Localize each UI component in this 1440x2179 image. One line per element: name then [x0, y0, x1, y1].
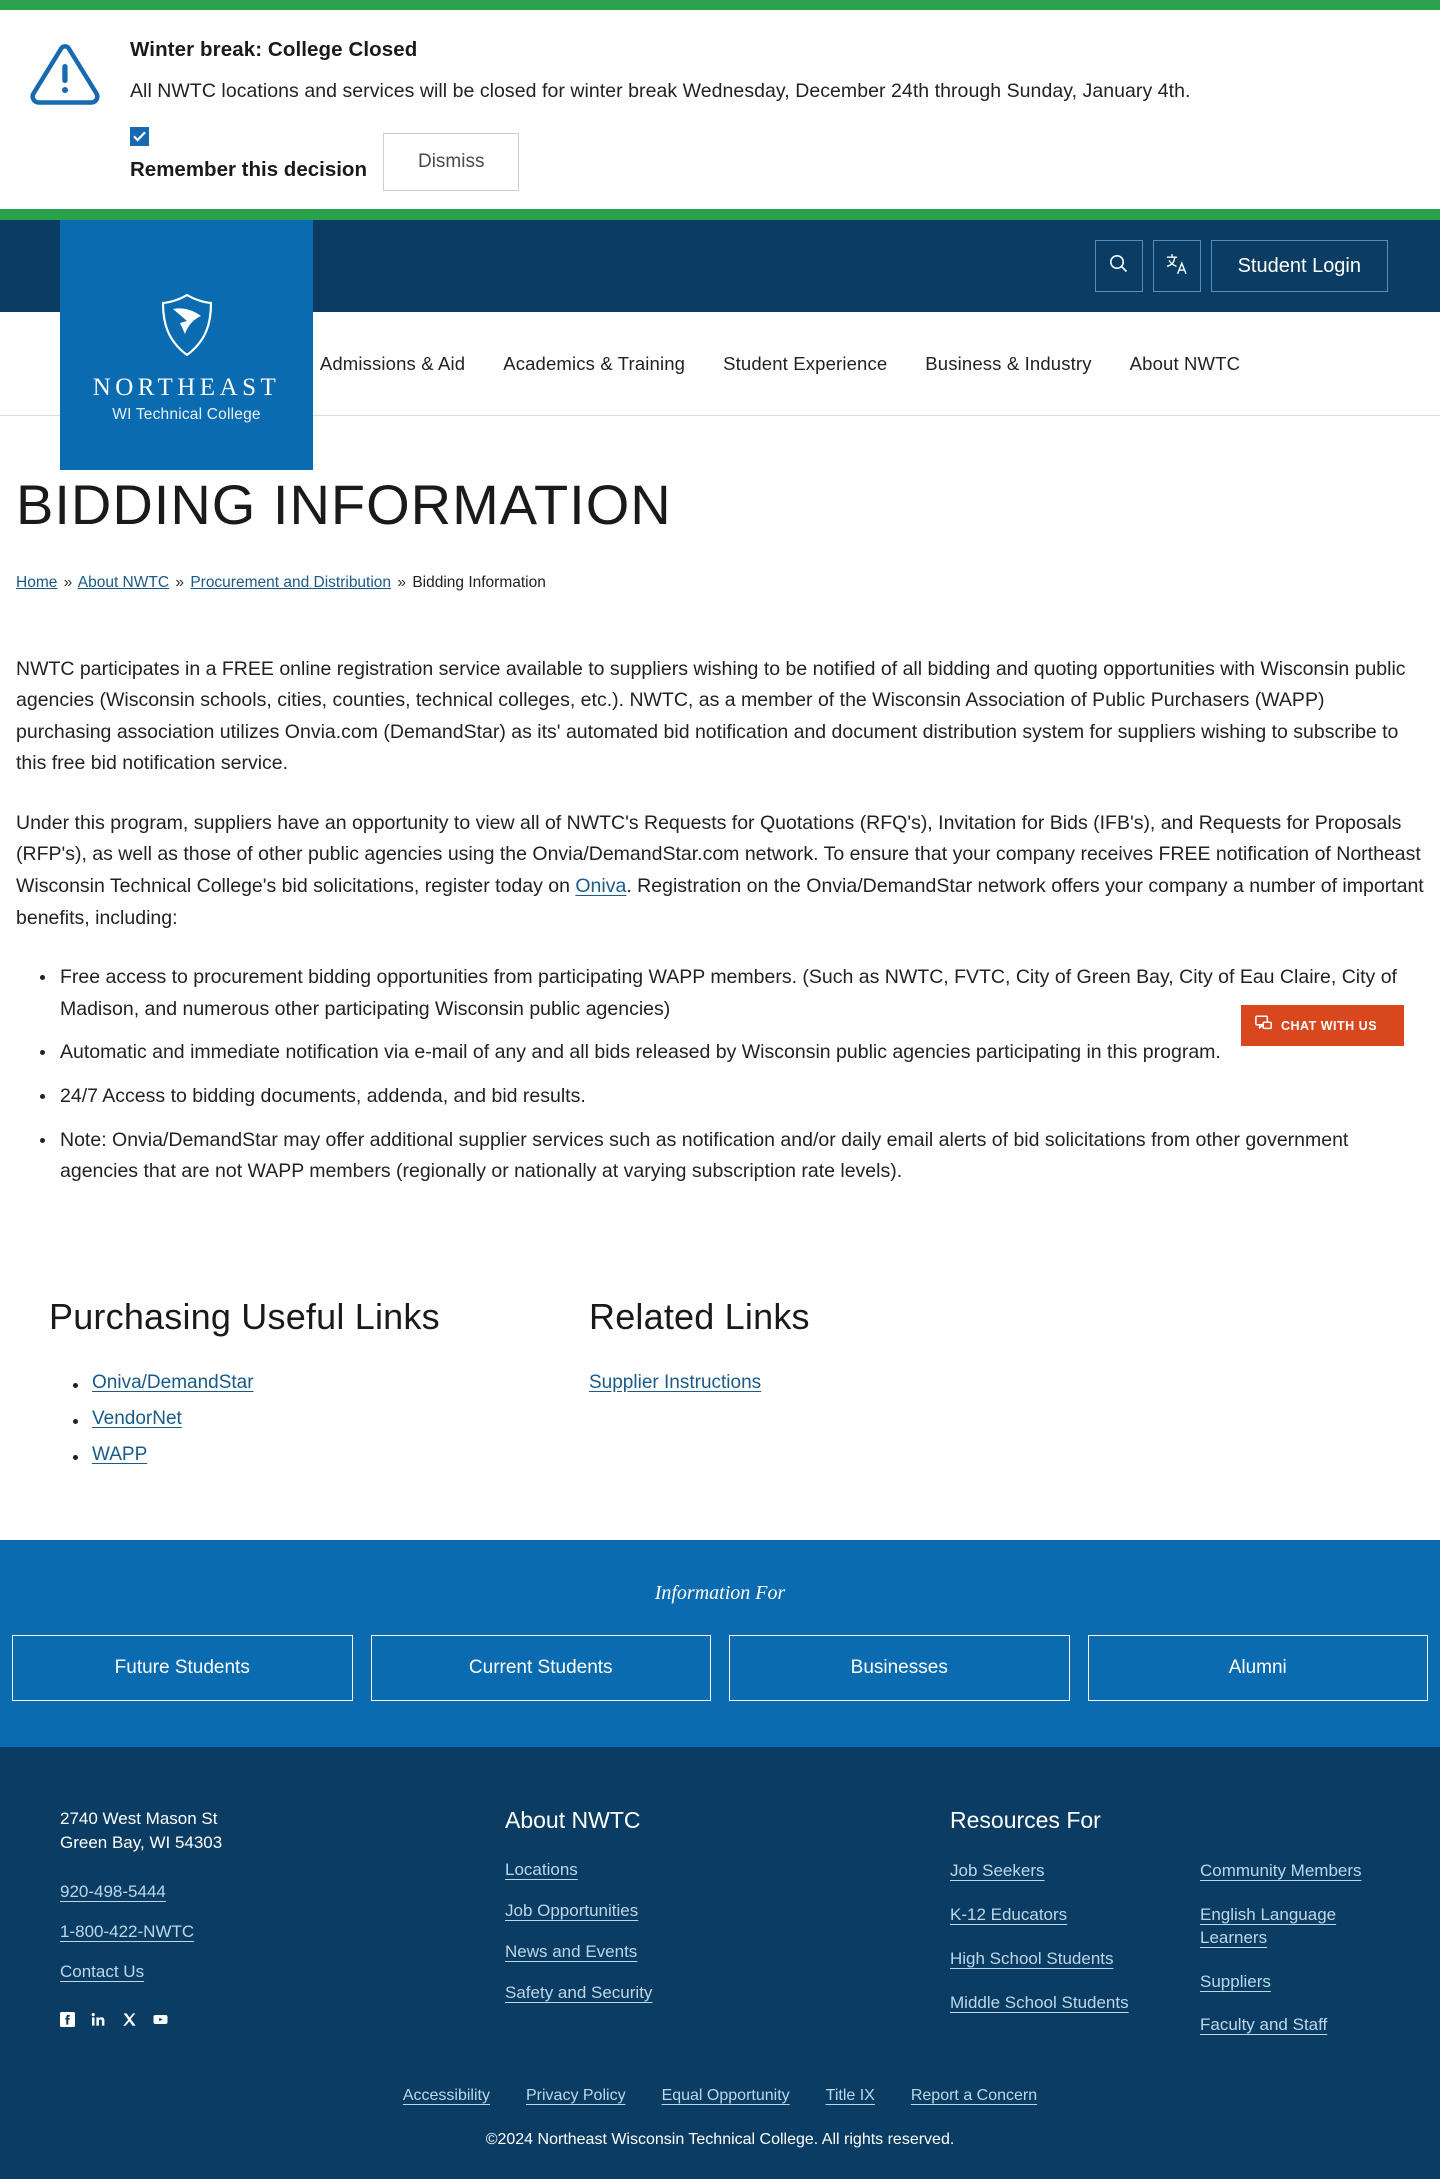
search-icon [1109, 254, 1128, 278]
footer-resources-grid [950, 1860, 1380, 2038]
logo-name: NORTHEAST [92, 374, 281, 401]
logo-subtitle: WI Technical College [112, 406, 261, 423]
alert-body [130, 28, 1190, 191]
list-item: Free access to procurement bidding opportunities from participating WAPP members. (Such as NWTC, FVTC, City of Green Bay, City of Eau Claire, City of Madison, and numerous other participating Wisconsin public agencies) [38, 962, 1424, 1025]
related-links-section [589, 1296, 810, 1480]
chat-with-us-button[interactable] [1241, 1005, 1404, 1046]
footer-address-column [60, 1807, 505, 2038]
breadcrumb-item-about-nwtc[interactable]: About NWTC [77, 573, 170, 591]
info-button-alumni[interactable]: Alumni [1088, 1635, 1429, 1701]
site-footer [0, 1747, 1440, 2179]
breadcrumb-item-home[interactable]: Home [16, 573, 58, 591]
footer-link-middle-school-students[interactable]: Middle School Students [950, 1992, 1129, 2012]
breadcrumb-separator: » [397, 573, 406, 591]
nav-item-student-experience[interactable]: Student Experience [723, 352, 888, 374]
list-item [71, 1372, 589, 1394]
footer-resources-heading: Resources For [950, 1806, 1101, 1833]
x-twitter-icon[interactable] [122, 2012, 137, 2027]
site-alert-banner [0, 10, 1440, 209]
purchasing-useful-links-heading: Purchasing Useful Links [49, 1295, 440, 1337]
footer-about-heading: About NWTC [505, 1806, 641, 1833]
footer-resources-column-2 [1200, 1860, 1380, 2038]
intro-paragraph: NWTC participates in a FREE online registration service available to suppliers wishing to be notified of all bidding and quoting opportunities with Wisconsin public agencies (Wisconsin schools, cities, counties, technical colleges, etc.). NWTC, as a member of the Wisconsin Association of Public Purchasers (WAPP) purchasing association utilizes Onvia.com (DemandStar) as its' automated bid notification and document distribution system for suppliers wishing to subscribe to this free bid notification service. [16, 657, 1406, 775]
footer-link-k12-educators[interactable]: K-12 Educators [950, 1904, 1068, 1924]
footer-contact-us-link[interactable]: Contact Us [60, 1961, 145, 1981]
body-copy [16, 654, 1424, 1188]
footer-link-faculty-and-staff[interactable]: Faculty and Staff [1200, 2015, 1328, 2035]
footer-link-privacy-policy[interactable]: Privacy Policy [525, 2087, 626, 2105]
footer-link-equal-opportunity[interactable]: Equal Opportunity [661, 2087, 790, 2105]
alert-message: All NWTC locations and services will be closed for winter break Wednesday, December 24th through Sunday, January 4th. [130, 80, 1191, 102]
program-paragraph [16, 808, 1424, 934]
chat-bubble-icon [1255, 1015, 1272, 1037]
footer-columns [0, 1807, 1440, 2038]
footer-copyright: ©2024 Northeast Wisconsin Technical College. All rights reserved. [485, 2131, 955, 2149]
footer-link-job-seekers[interactable]: Job Seekers [950, 1860, 1045, 1880]
remember-decision-label: Remember this decision [130, 158, 367, 181]
footer-about-links [505, 1860, 950, 2003]
breadcrumb [16, 574, 1424, 592]
footer-phone-local[interactable]: 920-498-5444 [60, 1881, 166, 1901]
list-item: Note: Onvia/DemandStar may offer additional supplier services such as notification and/or daily email alerts of bid solicitations from other government agencies that are not WAPP members (regionally or nationally at varying subscription rate levels). [38, 1125, 1424, 1188]
nav-item-admissions-aid[interactable]: Admissions & Aid [319, 352, 466, 374]
warning-triangle-icon-wrap [0, 28, 130, 111]
breadcrumb-item-current: Bidding Information [412, 573, 546, 591]
site-header [0, 220, 1440, 423]
information-for-title: Information For [654, 1581, 786, 1604]
link-columns [16, 1296, 1424, 1480]
information-for-buttons [12, 1635, 1428, 1701]
list-item: 24/7 Access to bidding documents, addenda, and bid results. [38, 1081, 1424, 1113]
translate-button[interactable] [1153, 240, 1201, 292]
link-supplier-instructions[interactable]: Supplier Instructions [589, 1371, 762, 1393]
alert-actions [130, 125, 1190, 191]
program-paragraph-part-2: . Registration on the Onvia/DemandStar network offers your company a number of important benefits, including: [16, 875, 1424, 929]
student-login-button[interactable]: Student Login [1211, 240, 1388, 292]
footer-link-safety-and-security[interactable]: Safety and Security [505, 1982, 653, 2002]
info-button-current-students[interactable]: Current Students [371, 1635, 712, 1701]
site-logo[interactable] [60, 220, 313, 470]
oniva-link[interactable]: Oniva [575, 875, 627, 898]
remember-decision-block [130, 125, 367, 182]
footer-address-line-1: 2740 West Mason St [60, 1808, 218, 1828]
footer-link-job-opportunities[interactable]: Job Opportunities [505, 1900, 639, 1920]
list-item [71, 1408, 589, 1430]
related-links-heading: Related Links [589, 1295, 810, 1337]
info-button-businesses[interactable]: Businesses [729, 1635, 1070, 1701]
footer-legal-links [0, 2087, 1440, 2105]
breadcrumb-item-procurement[interactable]: Procurement and Distribution [190, 573, 392, 591]
footer-link-news-and-events[interactable]: News and Events [505, 1941, 638, 1961]
footer-link-title-ix[interactable]: Title IX [825, 2087, 875, 2105]
nav-item-academics-training[interactable]: Academics & Training [503, 352, 686, 374]
program-paragraph-part-1: Under this program, suppliers have an opportunity to view all of NWTC's Requests for Quotations (RFQ's), Invitation for Bids (IFB's), and Requests for Proposals (RFP's), as well as those of other public agencies using the Onvia/DemandStar.com network. To ensure that your company receives FREE notification of Northeast Wisconsin Technical College's bid solicitations, register today on [16, 811, 1421, 898]
page-title: BIDDING INFORMATION [16, 473, 672, 536]
footer-link-locations[interactable]: Locations [505, 1859, 578, 1879]
warning-triangle-icon [29, 42, 101, 111]
translate-icon [1166, 253, 1188, 280]
remember-decision-checkbox[interactable] [130, 127, 149, 146]
chat-with-us-label: CHAT WITH US [1281, 1018, 1378, 1033]
footer-address-line-2: Green Bay, WI 54303 [60, 1833, 223, 1853]
footer-link-suppliers[interactable]: Suppliers [1200, 1971, 1271, 1991]
purchasing-useful-links-list [71, 1372, 589, 1466]
information-for-section [0, 1540, 1440, 1747]
main-content [0, 474, 1440, 1480]
nav-item-business-industry[interactable]: Business & Industry [925, 352, 1092, 374]
footer-link-high-school-students[interactable]: High School Students [950, 1948, 1114, 1968]
info-button-future-students[interactable]: Future Students [12, 1635, 353, 1701]
main-navigation [318, 349, 1242, 379]
alert-bottom-rule [0, 209, 1440, 220]
link-vendornet[interactable]: VendorNet [92, 1407, 182, 1429]
dismiss-button[interactable]: Dismiss [383, 133, 520, 191]
search-button[interactable] [1095, 240, 1143, 292]
link-wapp[interactable]: WAPP [92, 1443, 148, 1465]
list-item: Automatic and immediate notification via e-mail of any and all bids released by Wisconsin public agencies participating in this program. [38, 1037, 1424, 1069]
footer-resources-column [950, 1807, 1380, 2038]
footer-link-report-a-concern[interactable]: Report a Concern [910, 2087, 1038, 2105]
footer-social-links [60, 2012, 505, 2027]
footer-contact-links [60, 1882, 505, 1982]
benefits-list [38, 962, 1424, 1187]
footer-phone-toll-free[interactable]: 1-800-422-NWTC [60, 1921, 195, 1941]
footer-link-accessibility[interactable]: Accessibility [402, 2087, 490, 2105]
purchasing-useful-links-section [49, 1296, 589, 1480]
footer-resources-column-1 [950, 1860, 1130, 2038]
linkedin-icon[interactable] [91, 2012, 106, 2027]
alert-title: Winter break: College Closed [130, 38, 418, 61]
link-oniva-demandstar[interactable]: Oniva/DemandStar [92, 1371, 254, 1393]
youtube-icon[interactable] [153, 2012, 168, 2027]
nwtc-shield-icon [161, 294, 213, 361]
list-item [71, 1444, 589, 1466]
alert-top-rule [0, 0, 1440, 10]
header-utilities [1095, 240, 1388, 292]
breadcrumb-separator: » [175, 573, 184, 591]
footer-link-english-language-learners[interactable]: English Language Learners [1200, 1904, 1337, 1947]
facebook-icon[interactable] [60, 2012, 75, 2027]
breadcrumb-separator: » [63, 573, 73, 591]
footer-about-column [505, 1807, 950, 2038]
footer-link-community-members[interactable]: Community Members [1200, 1860, 1362, 1880]
nav-item-about-nwtc[interactable]: About NWTC [1129, 352, 1241, 374]
